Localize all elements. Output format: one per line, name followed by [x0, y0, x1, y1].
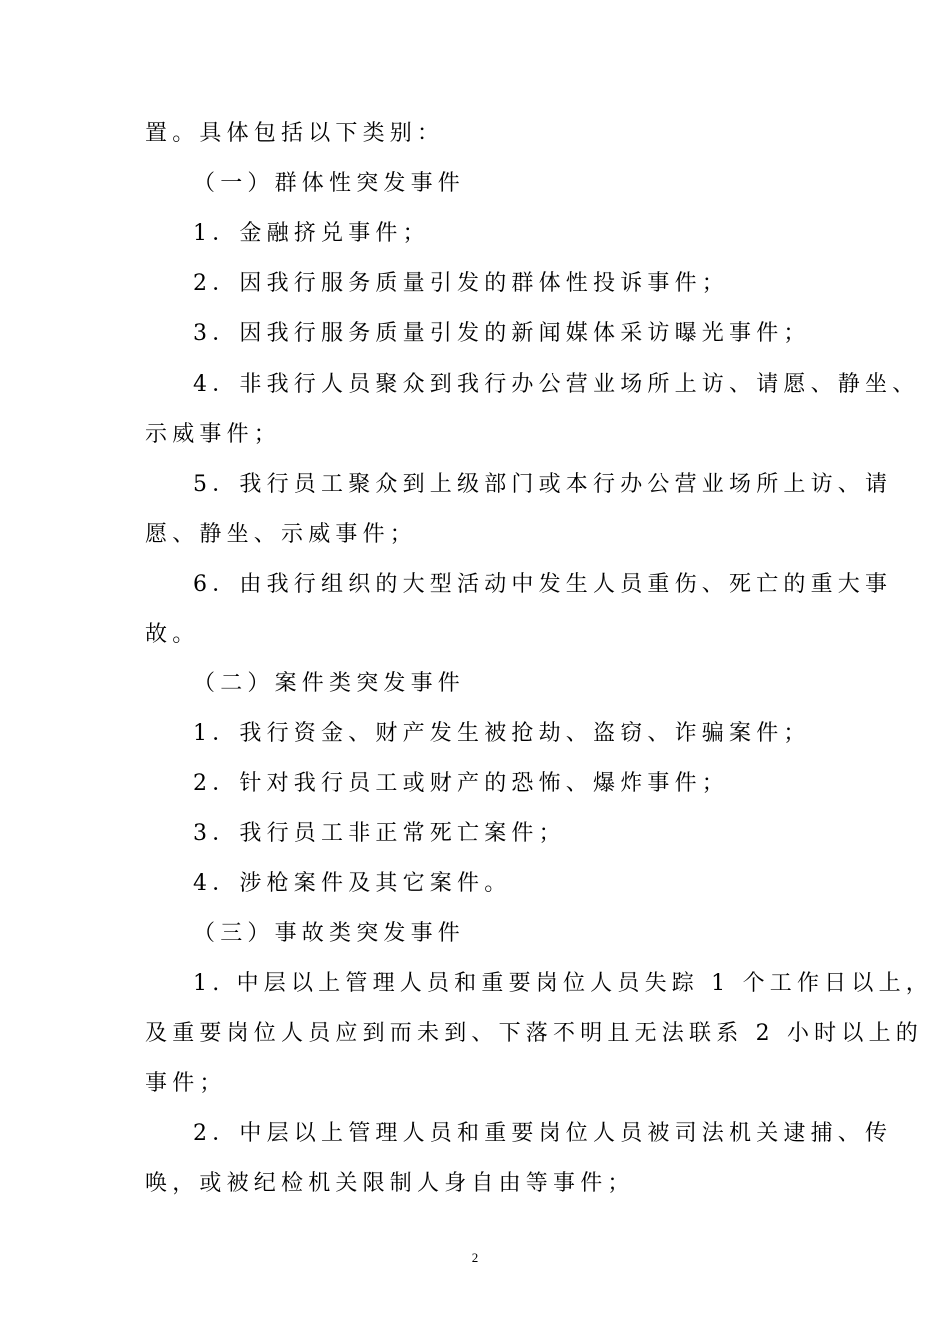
list-item-continuation: 事件；	[145, 1071, 227, 1096]
paragraph-line: 置。具体包括以下类别：	[145, 121, 445, 146]
list-item: 2．中层以上管理人员和重要岗位人员被司法机关逮捕、传	[193, 1121, 893, 1146]
list-item: 1. 中层以上管理人员和重要岗位人员失踪 1 个工作日以上，	[193, 971, 933, 996]
list-item-continuation: 及重要岗位人员应到而未到、下落不明且无法联系 2 小时以上的	[145, 1021, 923, 1046]
list-item-continuation: 唤，或被纪检机关限制人身自由等事件；	[145, 1171, 635, 1196]
list-item: 5．我行员工聚众到上级部门或本行办公营业场所上访、请	[193, 472, 893, 497]
list-item-continuation: 示威事件；	[145, 422, 282, 447]
section-heading: （二）案件类突发事件	[193, 671, 466, 696]
list-item-continuation: 愿、静坐、示威事件；	[145, 522, 418, 547]
section-heading: （三）事故类突发事件	[193, 921, 466, 946]
list-item: 3．因我行服务质量引发的新闻媒体采访曝光事件；	[193, 321, 811, 346]
list-item: 4．涉枪案件及其它案件。	[193, 871, 512, 896]
list-item: 1．我行资金、财产发生被抢劫、盗窃、诈骗案件；	[193, 721, 811, 746]
section-heading: （一）群体性突发事件	[193, 171, 466, 196]
list-item: 1．金融挤兑事件；	[193, 221, 430, 246]
list-item: 2．因我行服务质量引发的群体性投诉事件；	[193, 271, 729, 296]
list-item: 4．非我行人员聚众到我行办公营业场所上访、请愿、静坐、	[193, 372, 920, 397]
page-number: 2	[471, 1250, 479, 1265]
list-item-continuation: 故。	[145, 622, 200, 647]
list-item: 3．我行员工非正常死亡案件；	[193, 821, 566, 846]
list-item: 2．针对我行员工或财产的恐怖、爆炸事件；	[193, 771, 729, 796]
list-item: 6．由我行组织的大型活动中发生人员重伤、死亡的重大事	[193, 572, 893, 597]
